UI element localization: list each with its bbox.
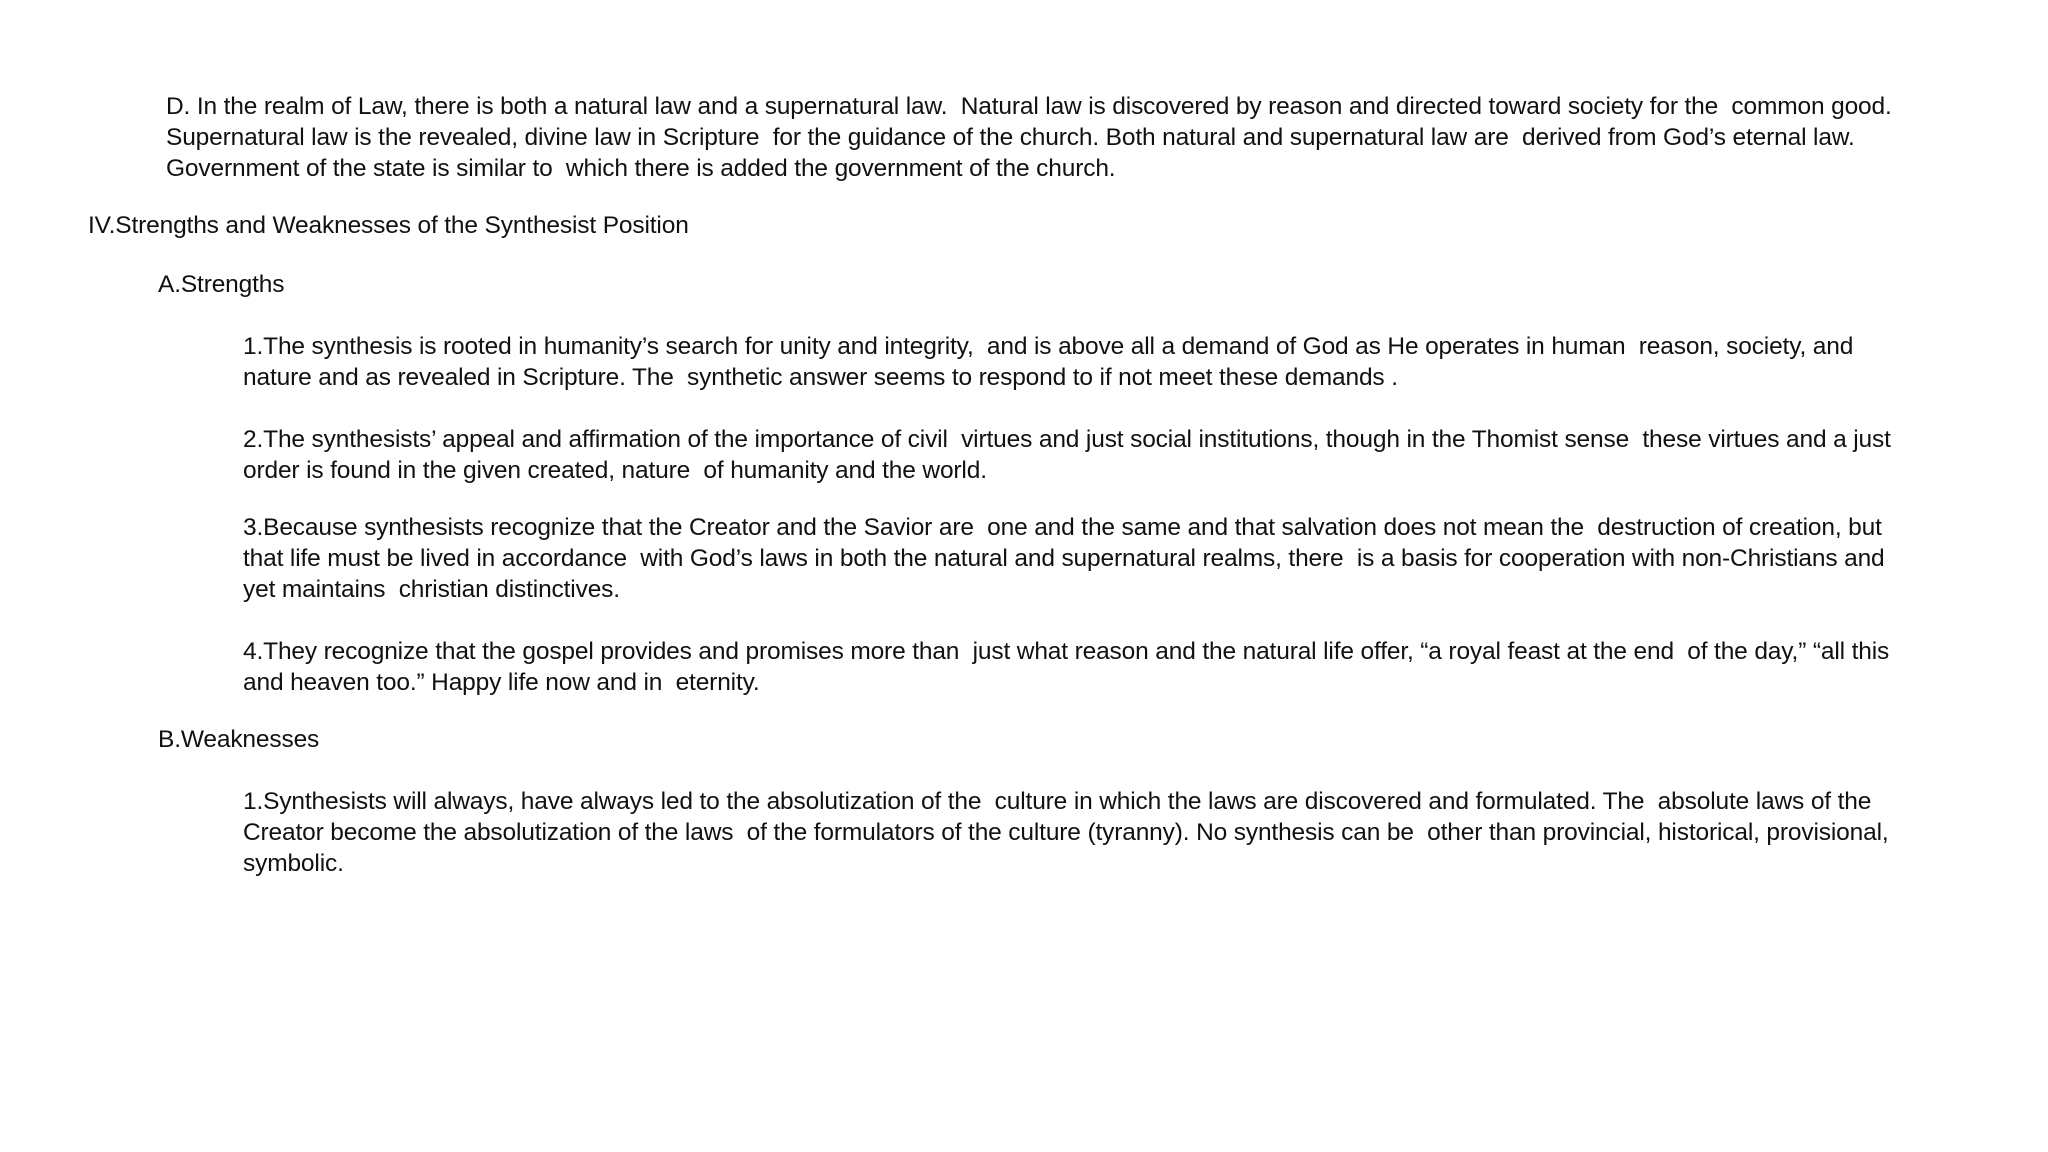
text-line: order is found in the given created, nature of humanity and the world. bbox=[243, 457, 987, 484]
text-line: and heaven too.” Happy life now and in eternity. bbox=[243, 669, 760, 696]
text-line: Government of the state is similar to which there is added the government of the church. bbox=[166, 155, 1116, 182]
text-line: 2.The synthesists’ appeal and affirmation of the importance of civil virtues and just social institutions, though in the Thomist sense these virtues and a just bbox=[243, 426, 1891, 453]
text-line: Creator become the absolutization of the laws of the formulators of the culture (tyranny). No synthesis can be other than provincial, historical, provisional, bbox=[243, 819, 1889, 846]
section-heading: IV.Strengths and Weaknesses of the Synthesist Position bbox=[88, 212, 689, 239]
subsection-heading-weaknesses: B.Weaknesses bbox=[158, 726, 320, 753]
subsection-heading-strengths: A.Strengths bbox=[158, 271, 285, 298]
text-line: symbolic. bbox=[243, 850, 344, 877]
text-line: that life must be lived in accordance with God’s laws in both the natural and supernatural realms, there is a basis for cooperation with non-Christians and bbox=[243, 545, 1885, 572]
text-line: Supernatural law is the revealed, divine law in Scripture for the guidance of the church. Both natural and supernatural law are derived from God’s eternal law. bbox=[166, 124, 1855, 151]
text-line: D. In the realm of Law, there is both a natural law and a supernatural law. Natural law is discovered by reason and directed toward society for the common good. bbox=[166, 93, 1892, 120]
text-line: nature and as revealed in Scripture. The synthetic answer seems to respond to if not meet these demands . bbox=[243, 364, 1398, 391]
text-line: 1.The synthesis is rooted in humanity’s search for unity and integrity, and is above all a demand of God as He operates in human reason, society, and bbox=[243, 333, 1854, 360]
text-line: yet maintains christian distinctives. bbox=[243, 576, 620, 603]
text-line: 1.Synthesists will always, have always led to the absolutization of the culture in which the laws are discovered and formulated. The absolute laws of the bbox=[243, 788, 1872, 815]
text-line: 3.Because synthesists recognize that the Creator and the Savior are one and the same and that salvation does not mean the destruction of creation, but bbox=[243, 514, 1882, 541]
text-line: 4.They recognize that the gospel provides and promises more than just what reason and the natural life offer, “a royal feast at the end of the day,” “all this bbox=[243, 638, 1890, 665]
